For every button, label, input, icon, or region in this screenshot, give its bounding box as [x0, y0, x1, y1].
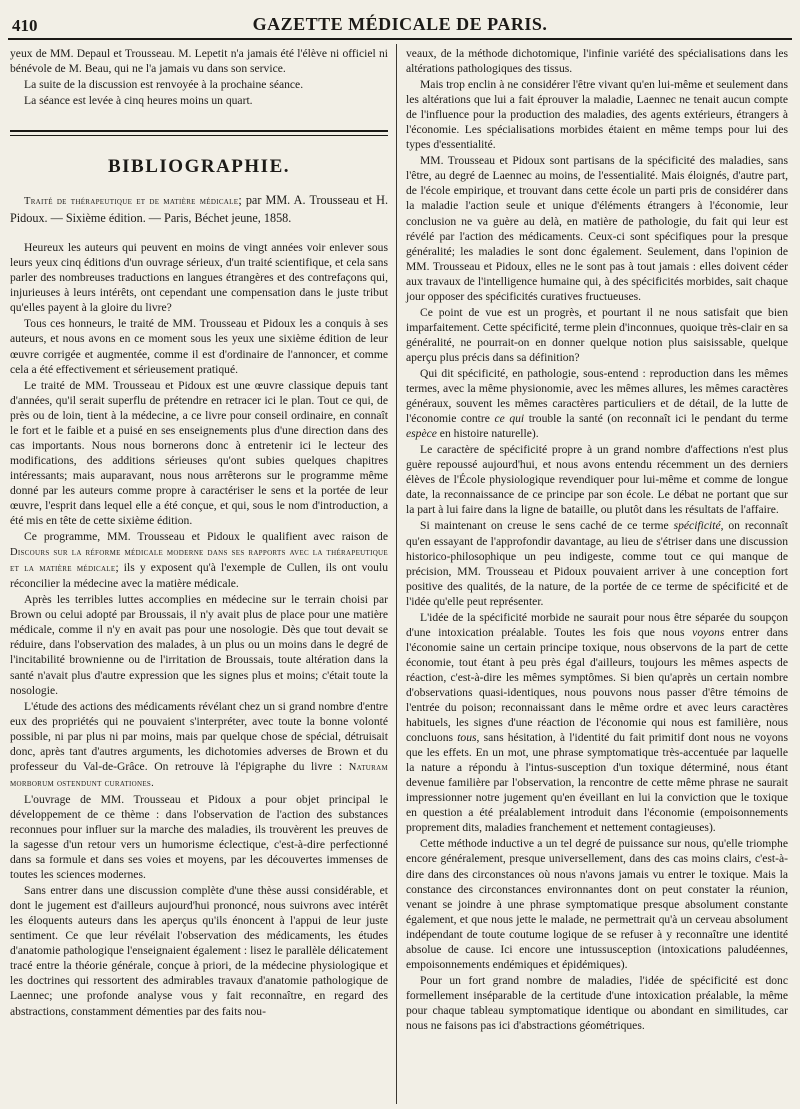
paragraph	[406, 366, 788, 441]
section-rule	[10, 130, 388, 136]
left-column	[10, 46, 388, 1019]
text-run: Qui dit spécificité, en pathologie, sous-entend : reproduction dans les mêmes termes, avec la même physionomie, avec les mêmes allures, les mêmes caractères généraux, souvent les mêmes caractères particuliers et de détail, de la lutte de l'économie contre	[406, 366, 788, 426]
column-divider	[396, 44, 397, 1104]
discours-title: Discours sur la réforme médicale moderne dans ses rapports avec la thérapeutique et la matière médicale	[10, 547, 388, 575]
text-run: trouble la santé (on reconnaît ici le pendant du terme	[524, 412, 788, 426]
italic-run: tous	[457, 731, 477, 745]
paragraph: Ce point de vue est un progrès, et pourtant il ne nous satisfait que bien imparfaitement. Cette spécificité, terme plein d'inconnues, quoique très-clair en sa généralité, ne pourrait-on en donner quelque notion plus saisissable, quelque aperçu plus précis dans sa définition?	[406, 305, 788, 364]
page-number: 410	[12, 16, 38, 35]
paragraph: Tous ces honneurs, le traité de MM. Trousseau et Pidoux les a conquis à ses auteurs, et nous avons en ce moment sous les yeux une sixième édition de leur œuvre corrigée et augmentée, comme il est d'ordinaire de l'annoncer, et comme cela a été effectivement et sérieusement pratiqué.	[10, 317, 388, 376]
paragraph: La séance est levée à cinq heures moins un quart.	[24, 94, 253, 108]
text-run: Si maintenant on creuse le sens caché de ce terme	[420, 519, 674, 533]
paragraph	[10, 529, 388, 591]
book-reference	[10, 192, 388, 226]
paragraph: MM. Trousseau et Pidoux sont partisans de la spécificité des maladies, sans l'être, au degré de Laennec au moins, de l'essentialité. Mais éloignés, d'autre part, de l'école empirique, et trouvant dans cette école un parti pris de considérer dans la maladie l'action seule et unique d'éléments étrangers à l'économie, leur conclusion ne va guère au delà, en matière de pathologie, du fait qui leur est révélé par l'action des médicaments. Ceux-ci sont spécifiques pour la presque généralité; les maladies le sont donc également. Seulement, dans l'opinion de MM. Trousseau et Pidoux, elles ne le sont pas à tout jamais : elles doivent céder aux travaux de l'intelligence humaine qui, à des spécificités morbides, sait chaque jour opposer des spécificités curatives fructueuses.	[406, 154, 788, 303]
paragraph	[10, 699, 388, 791]
text-run: en histoire naturelle).	[436, 427, 539, 441]
right-column	[406, 46, 788, 1033]
paragraph: La suite de la discussion est renvoyée à la prochaine séance.	[24, 78, 304, 92]
book-title: Traité de thérapeutique et de matière médicale	[24, 196, 239, 208]
text-run: ; ils y exposent qu'à l'exemple de Cullen, ils ont voulu réconcilier la médecine avec la matière médicale.	[10, 561, 388, 591]
epigraph: Naturam morborum ostendunt curationes.	[10, 761, 388, 789]
paragraph: Mais trop enclin à ne considérer l'être vivant qu'en lui-même et seulement dans les altérations que lui a fait éprouver la maladie, Laennec ne tenait aucun compte de l'influence pour la production des maladies, des agents extérieurs, étrangers à l'économie. Les spécialisations morbides étaient en même temps pour lui des types d'essentialité.	[406, 78, 788, 152]
paragraph: Heureux les auteurs qui peuvent en moins de vingt années voir enlever sous leurs yeux cinq éditions d'un ouvrage sérieux, d'un traité scientifique, et cela sans parler des nombreuses traductions en langues étrangères et des contrefaçons qui, injurieuses à leurs intérêts, ont cependant une compensation dans le juste tribut qu'elles payent à la gloire du livre?	[10, 241, 388, 315]
paragraph: Sans entrer dans une discussion complète d'une thèse aussi considérable, et dont le jugement est d'ailleurs aujourd'hui prononcé, nous suivrons avec intérêt les éloquents auteurs dans les aperçus qu'ils énoncent à l'appui de leur juste sentiment. Ce que leur révélait l'observation des médicaments, les études d'anatomie pathologique l'enseignaient également : lisez le parallèle délicatement tracé entre la théorie générale, conçue à priori, de la médecine physiologique et les doctrines qui ressortent des admirables travaux d'anatomie pathologique de Laennec; une profonde analyse vous y fait reconnaître, en regard des abstractions, constamment démenties par des faits nou-	[10, 884, 388, 1018]
italic-run: ce qui	[494, 412, 525, 426]
text-run: , on reconnaît qu'en essayant de l'approfondir davantage, au lieu de s'étriser dans une discussion historico-philosophique un peu indigeste, comme tout ce qui manque de précision, MM. Trousseau et Pidoux pouvaient arriver à une conception fort positive des qualités, de la nature, de la portée de ce terme de spécificité et de l'idée qu'elle peut représenter.	[406, 519, 788, 608]
paragraph: Pour un fort grand nombre de maladies, l'idée de spécificité est donc formellement inséparable de la certitude d'une intoxication préalable, la même pour chaque tableau symptomatique identique ou abondant en similitudes, car nous ne faisons pas ici d'abstractions géométriques.	[406, 973, 788, 1032]
paragraph: Le caractère de spécificité propre à un grand nombre d'affections n'est plus guère repoussé aujourd'hui, et nous avons entendu récemment un des derniers élèves de l'École physiologique revendiquer pour lui-même et comme de longue date, la reconnaissance de ce principe par son école. Le débat ne portant que sur la part à lui faire dans la ligne de bataille, ou plutôt dans les résultats de l'affaire.	[406, 443, 788, 517]
header-rule	[8, 38, 792, 40]
text-run: L'étude des actions des médicaments révélant chez un si grand nombre d'entre eux des propriétés qui ne pouvaient s'interpréter, avec toute la bonne volonté possible, ni par plus ni par moins, mais par quelque chose de spécial, détruisait donc, après tant d'autres arguments, les dichotomies adverses de Brown et du professeur du Val-de-Grâce. On retrouve là l'épigraphe du livre :	[10, 699, 388, 773]
running-title: GAZETTE MÉDICALE DE PARIS.	[252, 14, 548, 34]
text-run: , sans hésitation, à l'identité du fait primitif dont nous ne voyons que les effets. En un mot, une phrase symptomatique très-accentuée par laquelle la nature a répondu à l'intus-susception d'un toxique déterminé, nous étant devenue familière par l'observation, la rencontre de cette même phrase ne saurait impressionner notre jugement qu'en éveillant en lui la conviction que le toxique en question a été préalablement introduit dans l'économie (empoisonnements proprement dits, maladies franchement et nettement contagieuses).	[406, 731, 788, 835]
paragraph	[406, 518, 788, 608]
text-run: entrer dans l'économie saine un certain principe toxique, nous observons de la part de cette économie, tout étant à peu près égal d'ailleurs, toujours les mêmes aspects de réaction, c'est-à-dire les mêmes symptômes. Si bien qu'après un certain nombre d'observations quasi-identiques, nous pouvons nous passer d'être témoins de l'entrée du poison; reconnaissant dans le même ordre et avec leurs caractères habituels, les signes d'une réaction de l'économie qui nous est familière, nous concluons	[406, 625, 788, 745]
book-edition: — Sixième édition. — Paris, Béchet jeune, 1858.	[47, 211, 292, 226]
text-run: L'idée de la spécificité morbide ne saurait pour nous être séparée du soupçon d'une intoxication préalable. Toutes les fois que nous	[406, 610, 788, 639]
italic-run: espèce	[406, 427, 437, 441]
paragraph: veaux, de la méthode dichotomique, l'infinie variété des spécialisations dans les altérations pathologiques des tissus.	[406, 47, 788, 76]
section-title: BIBLIOGRAPHIE.	[107, 156, 290, 178]
paragraph: Après les terribles luttes accomplies en médecine sur le terrain choisi par Brown ou celui adopté par Broussais, il n'y avait plus de place pour une matière médicale, comme il n'y en avait pas pour une nosologie. Dès que tout devait se réduire, dans l'observation des malades, à un plus ou un moins dans le degré de l'incitabilité brownienne ou de l'irritation de Broussais, toute altération dans la santé n'avait plus d'autre expression que les signes plus et moins; c'était toute la nosologie.	[10, 593, 388, 697]
text-run: Ce programme, MM. Trousseau et Pidoux le qualifient avec raison de	[24, 530, 388, 544]
paragraph: Cette méthode inductive a un tel degré de puissance sur nous, qu'elle triomphe encore généralement, presque universellement, dans des cas moins clairs, c'est-à-dire dans des circonstances où nous n'avons jamais vu entrer le toxique. Mais la constance des circonstances environnantes dont on peut constater la réunion, venant se joindre à une phrase symptomatique presque absolument constante également, et que nous jette le malade, ne permettrait qu'à un cerveau absolument indépendant de toute coutume logique de se refuser à y reconnaître une identité absolue de cause. Ici encore une intussusception (intoxications paludéennes, empoisonnements endémiques et épidémiques).	[406, 837, 788, 971]
paragraph: Le traité de MM. Trousseau et Pidoux est une œuvre classique depuis tant d'années, qu'il serait superflu de prétendre en retracer ici le plan. Tout ce qui, de près ou de loin, tient à la médecine, a ce livre pour conseil ordinaire, en connaît le fort et le faible et a puisé en ses enseignements plus d'une direction dans des cas importants. Nous nous bornerons donc à entretenir ici le lecteur des modifications, des additions sérieuses qu'ont subies quelques chapitres intéressants; mais auparavant, nous nous arrêterons sur le programme même donné par les auteurs comme propre à caractériser le sens et la portée de leur œuvre, l'esprit dans lequel elle a été conçue, et qui, sous le nom d'introduction, a été mis en tête de cette sixième édition.	[10, 378, 388, 528]
paragraph: L'ouvrage de MM. Trousseau et Pidoux a pour objet principal le développement de ce thème : dans l'observation de l'action des substances reconnues pour influer sur la marche des maladies, ils trouvèrent les preuves de la sagesse d'un retour vers un humorisme éclectique, c'est-à-dire perfectionné dans sa formule et dans ses voies et moyens, par les découvertes immenses de toutes les sciences modernes.	[10, 792, 388, 882]
italic-run: spécificité	[673, 519, 721, 533]
paragraph	[406, 610, 788, 836]
paragraph: yeux de MM. Depaul et Trousseau. M. Lepetit n'a jamais été l'élève ni officiel ni bénévole de M. Beau, qui ne l'a jamais vu dans son service.	[10, 47, 388, 76]
book-authors: ; par MM. A. Trousseau et H. Pidoux.	[10, 193, 388, 226]
page-header	[8, 12, 792, 38]
italic-run: voyons	[692, 625, 725, 639]
